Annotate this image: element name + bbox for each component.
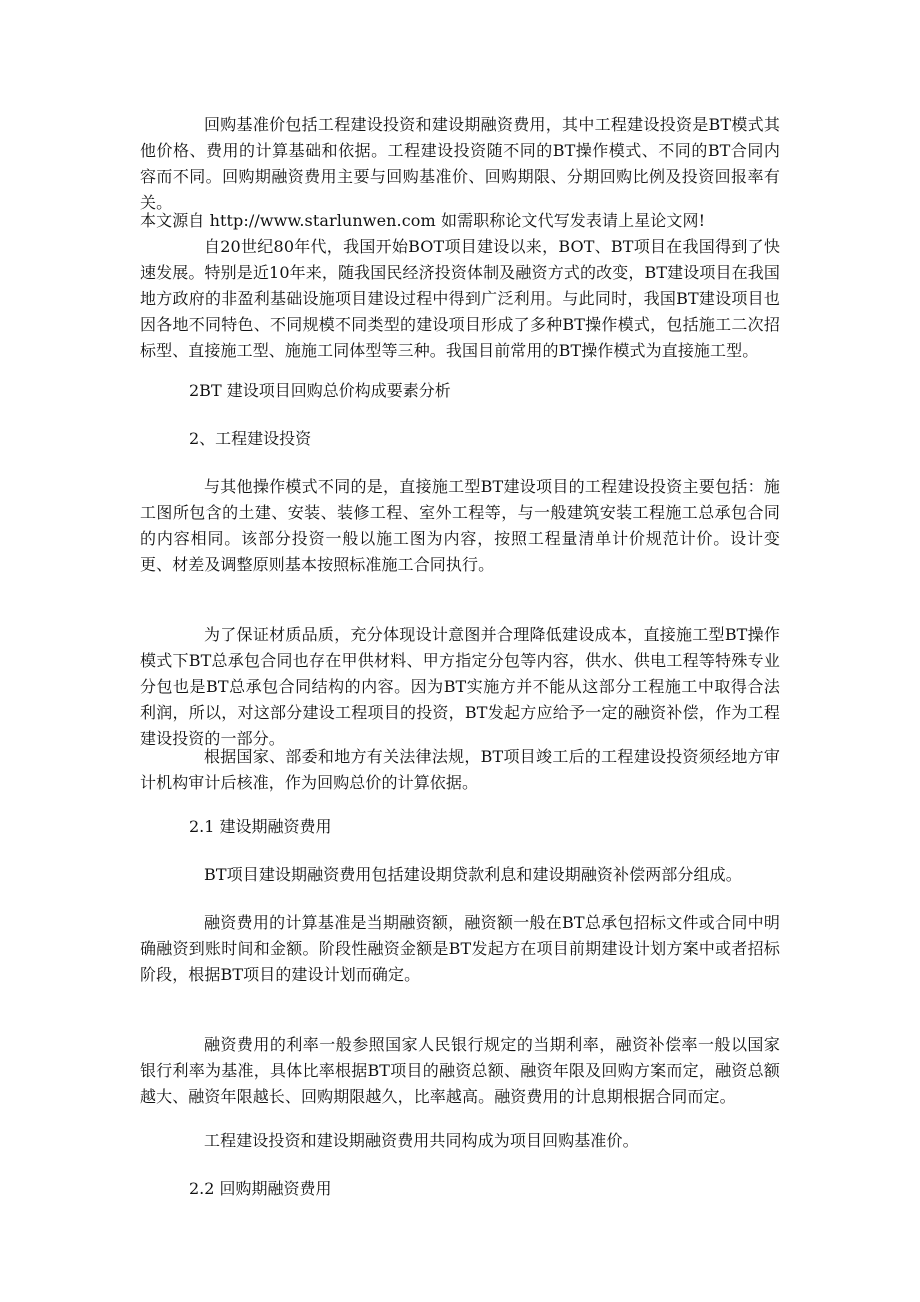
section-heading-2bt: 2BT 建设项目回购总价构成要素分析 <box>189 381 451 400</box>
paragraph-interest-rate: 融资费用的利率一般参照国家人民银行规定的当期利率，融资补偿率一般以国家银行利率为基准，具体比率根据BT项目的融资总额、融资年限及回购方案而定，融资总额越大、融资年限越长、回购期限越久，比率越高。融资费用的计息期根据合同而定。 <box>140 1035 780 1106</box>
section-heading-2-1: 2.1 建设期融资费用 <box>189 817 332 836</box>
paragraph-audit: 根据国家、部委和地方有关法律法规，BT项目竣工后的工程建设投资须经地方审计机构审计后核准，作为回购总价的计算依据。 <box>140 747 780 792</box>
paragraph-buyback-base-price: 回购基准价包括工程建设投资和建设期融资费用，其中工程建设投资是BT模式其他价格、费用的计算基础和依据。工程建设投资随不同的BT操作模式、不同的BT合同内容而不同。回购期融资费用主要与回购基准价、回购期限、分期回购比例及投资回报率有关。 <box>140 115 780 212</box>
paragraph-base-price-composition: 工程建设投资和建设期融资费用共同构成为项目回购基准价。 <box>204 1131 639 1150</box>
paragraph-financing-base: 融资费用的计算基准是当期融资额，融资额一般在BT总承包招标文件或合同中明确融资到账时间和金额。阶段性融资金额是BT发起方在项目前期建设计划方案中或者招标阶段，根据BT项目的建设计划而确定。 <box>140 913 780 984</box>
section-heading-2-2: 2.2 回购期融资费用 <box>189 1179 332 1198</box>
section-heading-2-investment: 2、工程建设投资 <box>189 429 312 448</box>
paragraph-financing-cost-composition: BT项目建设期融资费用包括建设期贷款利息和建设期融资补偿两部分组成。 <box>204 865 742 884</box>
paragraph-bt-development: 自20世纪80年代，我国开始BOT项目建设以来，BOT、BT项目在我国得到了快速发展。特别是近10年来，随我国民经济投资体制及融资方式的改变，BT建设项目在我国地方政府的非盈利基础设施项目建设过程中得到广泛利用。与此同时，我国BT建设项目也因各地不同特色、不同规模不同类型的建设项目形成了多种BT操作模式，包括施工二次招标型、直接施工型、施施工同体型等三种。我国目前常用的BT操作模式为直接施工型。 <box>140 237 780 360</box>
paragraph-direct-construction: 与其他操作模式不同的是，直接施工型BT建设项目的工程建设投资主要包括：施工图所包含的土建、安装、装修工程、室外工程等，与一般建筑安装工程施工总承包合同的内容相同。该部分投资一般以施工图为内容，按照工程量清单计价规范计价。设计变更、材差及调整原则基本按照标准施工合同执行。 <box>140 477 780 574</box>
paragraph-material-quality: 为了保证材质品质，充分体现设计意图并合理降低建设成本，直接施工型BT操作模式下BT总承包合同也存在甲供材料、甲方指定分包等内容，供水、供电工程等特殊专业分包也是BT总承包合同结构的内容。因为BT实施方并不能从这部分工程施工中取得合法利润，所以，对这部分建设工程项目的投资，BT发起方应给予一定的融资补偿，作为工程建设投资的一部分。 <box>140 625 780 748</box>
source-notice: 本文源自 http://www.starlunwen.com 如需职称论文代写发表请上星论文网! <box>140 211 706 230</box>
